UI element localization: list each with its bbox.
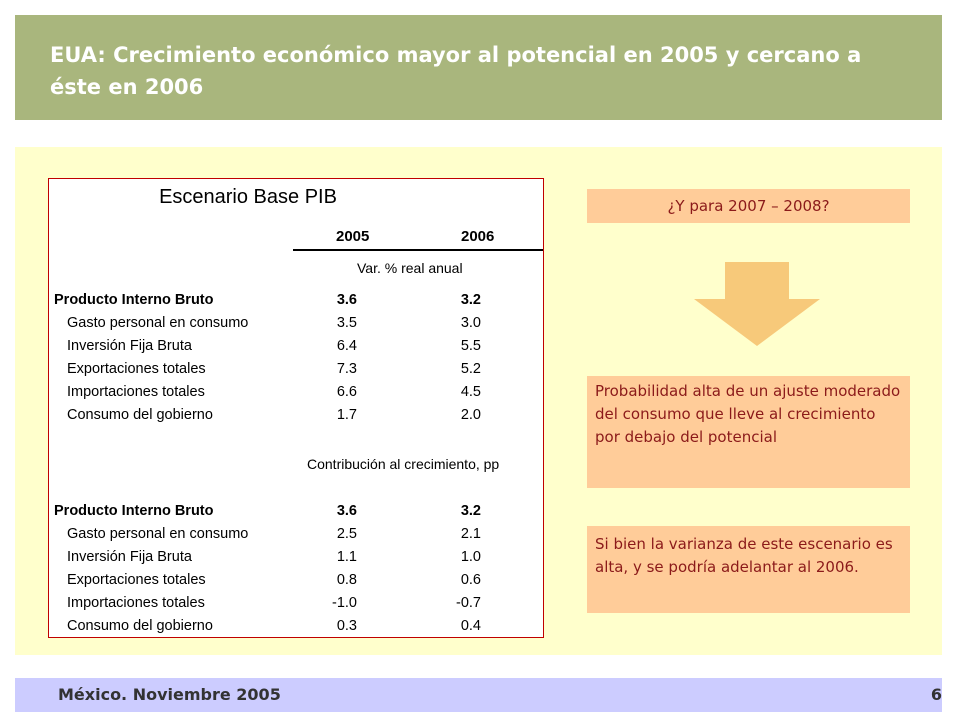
table-row <box>49 524 543 546</box>
value-2006: 3.0 <box>460 315 481 331</box>
value-2006: 5.2 <box>460 361 481 377</box>
value-2006: 2.1 <box>460 526 481 542</box>
row-label: Importaciones totales <box>67 595 205 611</box>
gdp-scenario-table <box>48 178 544 638</box>
value-2005: 3.5 <box>336 315 357 331</box>
value-2006: 4.5 <box>460 384 481 400</box>
value-2005: 6.4 <box>336 338 357 354</box>
value-2006: 2.0 <box>460 407 481 423</box>
value-2005: 3.6 <box>336 503 357 519</box>
section-label-var-real: Var. % real anual <box>357 260 463 276</box>
question-box: ¿Y para 2007 – 2008? <box>587 189 910 223</box>
table-row <box>49 501 543 523</box>
footer-date: México. Noviembre 2005 <box>58 685 281 704</box>
footer <box>15 678 942 712</box>
table-row <box>49 359 543 381</box>
table-row <box>49 616 543 638</box>
year-header-2006: 2006 <box>461 228 495 245</box>
value-2005: 3.6 <box>336 292 357 308</box>
value-2005: 1.7 <box>336 407 357 423</box>
variance-note: Si bien la varianza de este escenario es alta, y se podría adelantar al 2006. <box>587 526 910 613</box>
table-row <box>49 336 543 358</box>
header-rule <box>293 249 543 251</box>
value-2006: 3.2 <box>460 503 481 519</box>
page-title: EUA: Crecimiento económico mayor al potencial en 2005 y cercano a éste en 2006 <box>50 43 862 99</box>
value-2006: 0.6 <box>460 572 481 588</box>
value-2006: 1.0 <box>460 549 481 565</box>
table-title: Escenario Base PIB <box>159 186 337 208</box>
row-label: Exportaciones totales <box>67 361 206 377</box>
table-row <box>49 405 543 427</box>
row-label: Gasto personal en consumo <box>67 526 249 542</box>
row-label: Consumo del gobierno <box>67 618 213 634</box>
consumption-adjustment-note: Probabilidad alta de un ajuste moderado del consumo que lleve al crecimiento por debajo del potencial <box>587 376 910 488</box>
table-row <box>49 313 543 335</box>
value-2006: -0.7 <box>456 595 481 611</box>
table-row <box>49 547 543 569</box>
value-2005: -1.0 <box>332 595 357 611</box>
table-row <box>49 290 543 312</box>
value-2005: 7.3 <box>336 361 357 377</box>
value-2006: 3.2 <box>460 292 481 308</box>
table-row <box>49 570 543 592</box>
value-2005: 6.6 <box>336 384 357 400</box>
row-label: Consumo del gobierno <box>67 407 213 423</box>
title-bar <box>15 15 942 120</box>
row-label: Exportaciones totales <box>67 572 206 588</box>
table-row <box>49 382 543 404</box>
value-2005: 0.3 <box>336 618 357 634</box>
year-header-2005: 2005 <box>336 228 370 245</box>
row-label: Gasto personal en consumo <box>67 315 249 331</box>
row-label: Inversión Fija Bruta <box>67 338 192 354</box>
page-number: 6 <box>930 685 942 704</box>
value-2005: 2.5 <box>336 526 357 542</box>
row-label: Inversión Fija Bruta <box>67 549 192 565</box>
value-2006: 5.5 <box>460 338 481 354</box>
down-arrow-shape <box>694 262 820 346</box>
down-arrow-icon <box>694 262 820 346</box>
row-label: Producto Interno Bruto <box>54 503 214 519</box>
row-label: Producto Interno Bruto <box>54 292 214 308</box>
value-2005: 1.1 <box>336 549 357 565</box>
section-label-contribution: Contribución al crecimiento, pp <box>307 456 500 472</box>
table-row <box>49 593 543 615</box>
row-label: Importaciones totales <box>67 384 205 400</box>
value-2006: 0.4 <box>460 618 481 634</box>
value-2005: 0.8 <box>336 572 357 588</box>
